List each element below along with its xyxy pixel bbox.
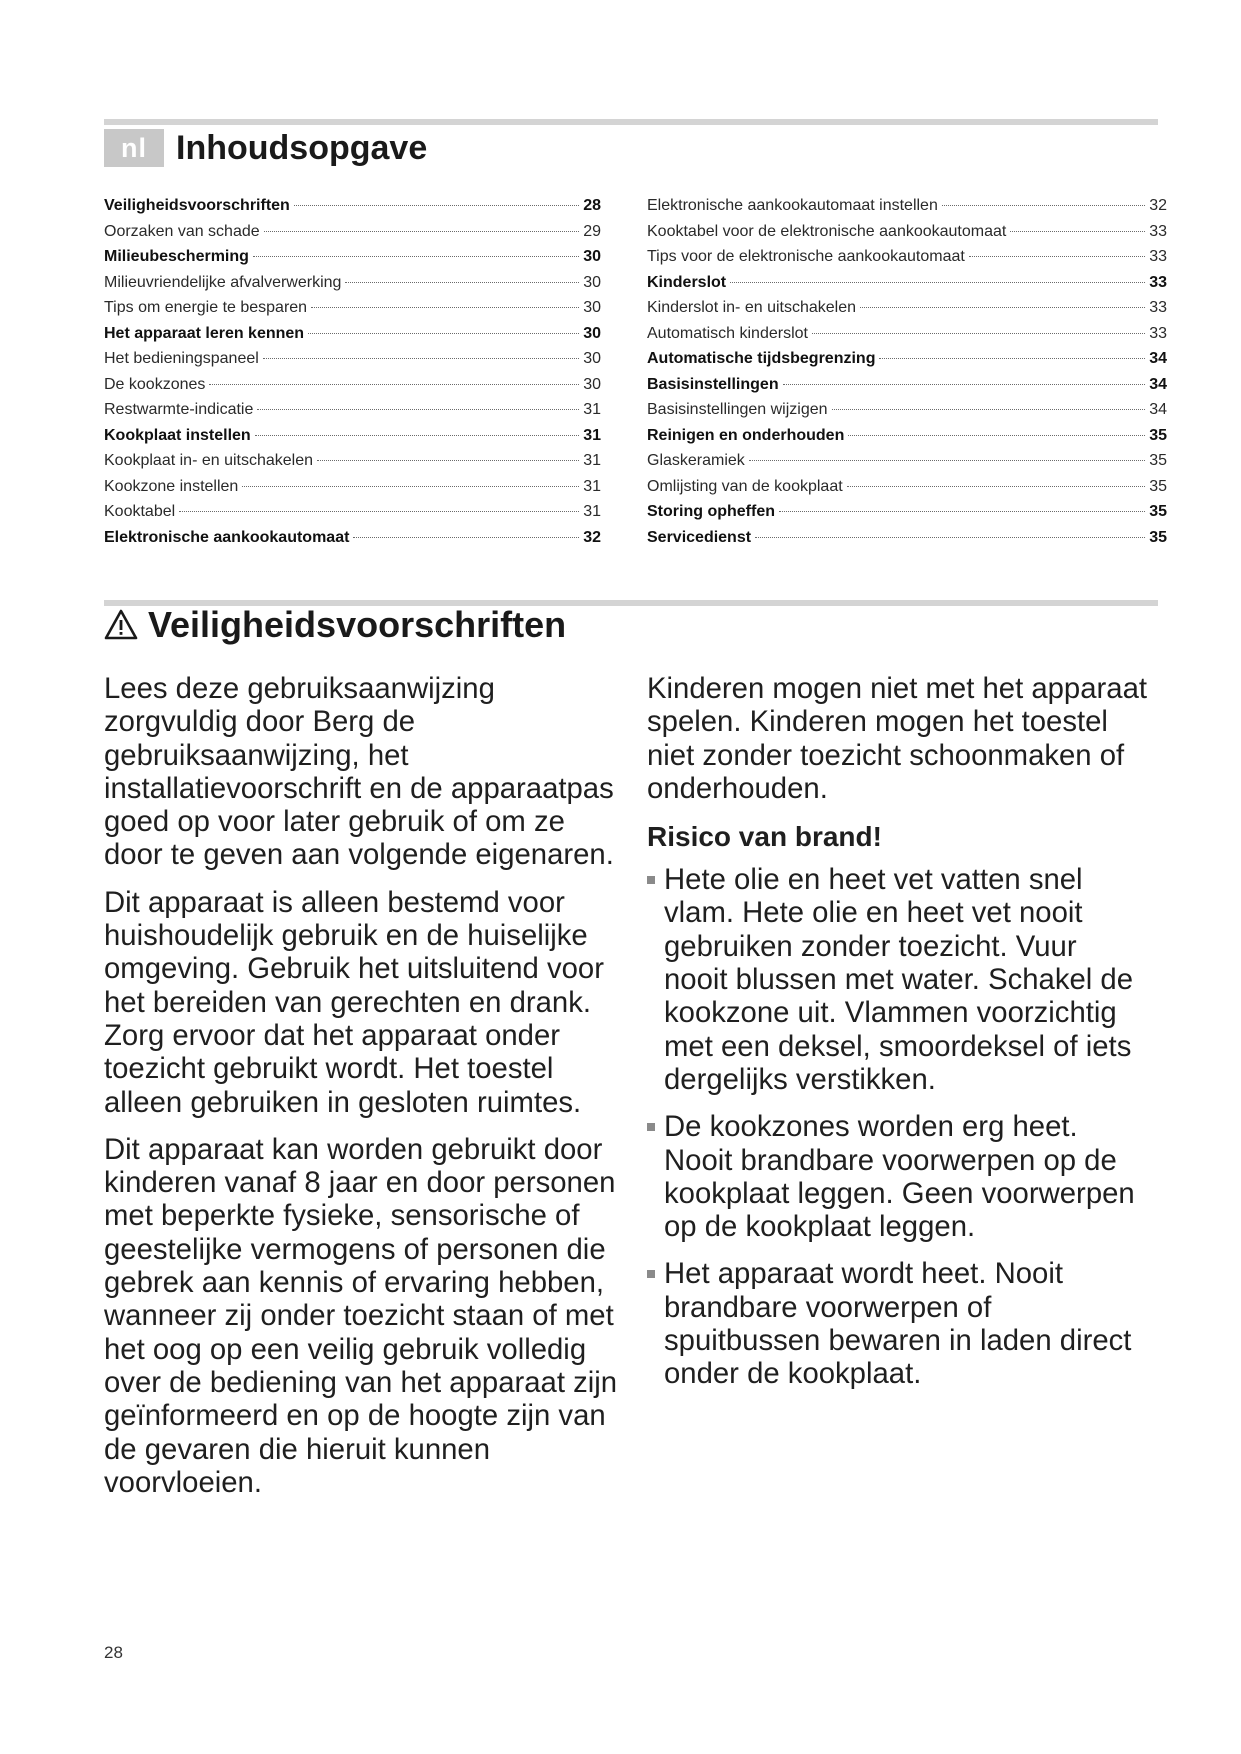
bullet-square-icon <box>647 1123 655 1131</box>
toc-entry-page: 33 <box>1149 324 1167 342</box>
toc-leader-dots <box>848 435 1145 436</box>
toc-entry-page: 32 <box>583 528 601 546</box>
toc-entry-page: 30 <box>583 350 601 367</box>
toc-entry[interactable] <box>104 397 601 423</box>
safety-paragraph: Lees deze gebruiksaanwijzing zorgvuldig door Berg de gebruiksaanwijzing, het installatievoorschrift en de apparaatpas goed op voor later gebruik of om ze door te geven aan volgende eigenaren. <box>104 672 614 872</box>
toc-entry-label: Storing opheffen <box>647 503 775 520</box>
safety-right-column <box>647 672 1147 1405</box>
toc-entry-label: Servicedienst <box>647 528 752 546</box>
toc-leader-dots <box>942 205 1145 206</box>
toc-leader-dots <box>242 486 579 487</box>
toc-entry-page: 30 <box>583 248 601 265</box>
toc-entry[interactable] <box>647 219 1167 245</box>
toc-leader-dots <box>345 282 579 283</box>
toc-entry[interactable] <box>647 321 1167 347</box>
top-divider <box>104 119 1158 125</box>
toc-leader-dots <box>783 384 1146 385</box>
toc-leader-dots <box>969 256 1145 257</box>
toc-entry[interactable] <box>104 295 601 321</box>
toc-entry-label: Kinderslot in- en uitschakelen <box>647 299 857 316</box>
toc-leader-dots <box>179 511 579 512</box>
bullet-square-icon <box>647 876 655 884</box>
language-badge: nl <box>104 129 164 167</box>
toc-entry-label: Kookzone instellen <box>104 477 239 495</box>
toc-entry[interactable] <box>647 295 1167 321</box>
toc-leader-dots <box>860 307 1145 308</box>
toc-entry-page: 33 <box>1149 299 1167 316</box>
toc-entry-label: Automatische tijdsbegrenzing <box>647 350 876 367</box>
list-item <box>647 1257 1147 1390</box>
toc-entry[interactable] <box>104 474 601 500</box>
toc-leader-dots <box>294 205 579 206</box>
warning-triangle-icon <box>104 609 138 641</box>
toc-entry[interactable] <box>104 372 601 398</box>
toc-title: Inhoudsopgave <box>176 129 428 167</box>
safety-title-text: Veiligheidsvoorschriften <box>148 604 567 645</box>
toc-entry-page: 30 <box>583 273 601 291</box>
toc-entry-page: 30 <box>583 375 601 393</box>
toc-entry-label: Het apparaat leren kennen <box>104 324 305 342</box>
toc-entry-label: Tips om energie te besparen <box>104 299 308 316</box>
toc-entry-label: Tips voor de elektronische aankookautomaat <box>647 248 965 265</box>
toc-entry[interactable] <box>647 423 1167 449</box>
list-item-text: De kookzones worden erg heet. Nooit brandbare voorwerpen op de kookplaat leggen. Geen voorwerpen op de kookplaat leggen. <box>664 1110 1135 1244</box>
toc-entry[interactable] <box>647 397 1167 423</box>
toc-entry-label: Elektronische aankookautomaat instellen <box>647 197 938 214</box>
toc-leader-dots <box>779 511 1145 512</box>
toc-entry-page: 34 <box>1149 375 1167 393</box>
toc-leader-dots <box>255 435 580 436</box>
toc-entry[interactable] <box>647 474 1167 500</box>
toc-entry[interactable] <box>104 244 601 270</box>
toc-right-column <box>647 193 1167 550</box>
toc-entry-page: 34 <box>1149 401 1167 418</box>
toc-entry[interactable] <box>647 372 1167 398</box>
toc-leader-dots <box>879 358 1145 359</box>
toc-entry-label: Automatisch kinderslot <box>647 324 808 342</box>
toc-entry-label: Milieubescherming <box>104 248 249 265</box>
toc-entry-page: 33 <box>1149 248 1167 265</box>
toc-entry-label: Kooktabel <box>104 503 176 520</box>
toc-entry-page: 35 <box>1149 528 1167 546</box>
bullet-square-icon <box>647 1270 655 1278</box>
toc-leader-dots <box>311 307 579 308</box>
list-item-text: Hete olie en heet vet vatten snel vlam. Hete olie en heet vet nooit gebruiken zonder toezicht. Vuur nooit blussen met water. Schakel de kookzone uit. Vlammen voorzichtig met een deksel, smoordeksel of iets dergelijks verstikken. <box>664 863 1134 1096</box>
toc-leader-dots <box>749 460 1145 461</box>
toc-entry[interactable] <box>104 525 601 551</box>
list-item-text: Het apparaat wordt heet. Nooit brandbare voorwerpen of spuitbussen bewaren in laden direct onder de kookplaat. <box>664 1257 1132 1391</box>
toc-entry-page: 33 <box>1149 273 1167 291</box>
toc-entry[interactable] <box>647 525 1167 551</box>
toc-entry-page: 35 <box>1149 477 1167 495</box>
toc-entry-page: 35 <box>1149 426 1167 444</box>
toc-entry[interactable] <box>104 346 601 372</box>
toc-entry-label: Omlijsting van de kookplaat <box>647 477 843 495</box>
toc-entry-page: 31 <box>583 426 601 444</box>
toc-entry[interactable] <box>104 423 601 449</box>
toc-entry-label: Reinigen en onderhouden <box>647 426 845 444</box>
toc-entry-page: 35 <box>1149 452 1167 469</box>
toc-entry-label: Kinderslot <box>647 273 727 291</box>
toc-entry[interactable] <box>104 270 601 296</box>
toc-entry-label: Glaskeramiek <box>647 452 745 469</box>
toc-entry-page: 32 <box>1149 197 1167 214</box>
toc-entry[interactable] <box>104 193 601 219</box>
toc-entry-label: Kookplaat instellen <box>104 426 251 444</box>
safety-paragraph: Dit apparaat kan worden gebruikt door kinderen vanaf 8 jaar en door personen met beperkte fysieke, sensorische of geestelijke vermogens of personen die gebrek aan kennis of ervaring hebben, wanneer zij onder toezicht staan of met het oog op een veilig gebruik volledig over de bediening van het apparaat zijn geïnformeerd en op de hoogte zijn van de gevaren die hieruit kunnen voorvloeien. <box>104 1132 618 1499</box>
toc-leader-dots <box>264 231 580 232</box>
toc-entry-page: 33 <box>1149 222 1167 240</box>
toc-entry-label: Elektronische aankookautomaat <box>104 528 350 546</box>
toc-entry-page: 31 <box>583 477 601 495</box>
toc-entry[interactable] <box>104 499 601 525</box>
page-number: 28 <box>104 1643 123 1662</box>
toc-entry[interactable] <box>647 499 1167 525</box>
toc-entry-page: 34 <box>1149 350 1167 367</box>
toc-leader-dots <box>317 460 579 461</box>
toc-leader-dots <box>755 537 1145 538</box>
toc-entry-page: 30 <box>583 299 601 316</box>
toc-leader-dots <box>263 358 579 359</box>
toc-entry-label: Basisinstellingen <box>647 375 779 393</box>
toc-leader-dots <box>832 409 1146 410</box>
toc-leader-dots <box>209 384 579 385</box>
toc-entry-label: Basisinstellingen wijzigen <box>647 401 828 418</box>
children-paragraph: Kinderen mogen niet met het apparaat spelen. Kinderen mogen het toestel niet zonder toezicht schoonmaken of onderhouden. <box>647 672 1148 805</box>
list-item <box>647 863 1147 1096</box>
toc-entry-label: De kookzones <box>104 375 206 393</box>
toc-entry-page: 30 <box>583 324 601 342</box>
toc-entry[interactable] <box>104 321 601 347</box>
toc-entry[interactable] <box>647 244 1167 270</box>
toc-entry-label: Restwarmte-indicatie <box>104 401 254 418</box>
toc-leader-dots <box>253 256 579 257</box>
toc-entry-label: Milieuvriendelijke afvalverwerking <box>104 273 342 291</box>
toc-entry[interactable] <box>647 270 1167 296</box>
toc-entry-page: 35 <box>1149 503 1167 520</box>
toc-leader-dots <box>308 333 579 334</box>
toc-entry-page: 31 <box>583 452 601 469</box>
toc-entry[interactable] <box>647 193 1167 219</box>
toc-leader-dots <box>730 282 1145 283</box>
toc-entry-label: Veiligheidsvoorschriften <box>104 197 290 214</box>
toc-entry[interactable] <box>647 346 1167 372</box>
safety-paragraph: Dit apparaat is alleen bestemd voor huishoudelijk gebruik en de huiselijke omgeving. Gebruik het uitsluitend voor het bereiden van gerechten en drank. Zorg ervoor dat het apparaat onder toezicht gebruikt wordt. Het toestel alleen gebruiken in gesloten ruimtes. <box>104 885 604 1119</box>
toc-leader-dots <box>847 486 1146 487</box>
toc-leader-dots <box>812 333 1145 334</box>
fire-risk-list <box>647 863 1147 1390</box>
toc-entry-label: Oorzaken van schade <box>104 222 260 240</box>
toc-entry-page: 31 <box>583 401 601 418</box>
toc-leader-dots <box>353 537 579 538</box>
toc-entry[interactable] <box>647 448 1167 474</box>
toc-entry[interactable] <box>104 219 601 245</box>
fire-risk-heading: Risico van brand! <box>647 821 882 853</box>
list-item <box>647 1110 1147 1243</box>
toc-entry[interactable] <box>104 448 601 474</box>
toc-entry-label: Het bedieningspaneel <box>104 350 259 367</box>
toc-entry-page: 29 <box>583 222 601 240</box>
toc-entry-page: 31 <box>583 503 601 520</box>
toc-left-column <box>104 193 601 550</box>
toc-leader-dots <box>1010 231 1145 232</box>
safety-section-title <box>104 602 566 648</box>
toc-entry-label: Kooktabel voor de elektronische aankookautomaat <box>647 222 1007 240</box>
toc-entry-page: 28 <box>583 197 601 214</box>
toc-entry-label: Kookplaat in- en uitschakelen <box>104 452 314 469</box>
toc-leader-dots <box>257 409 579 410</box>
safety-left-column <box>104 672 624 1513</box>
